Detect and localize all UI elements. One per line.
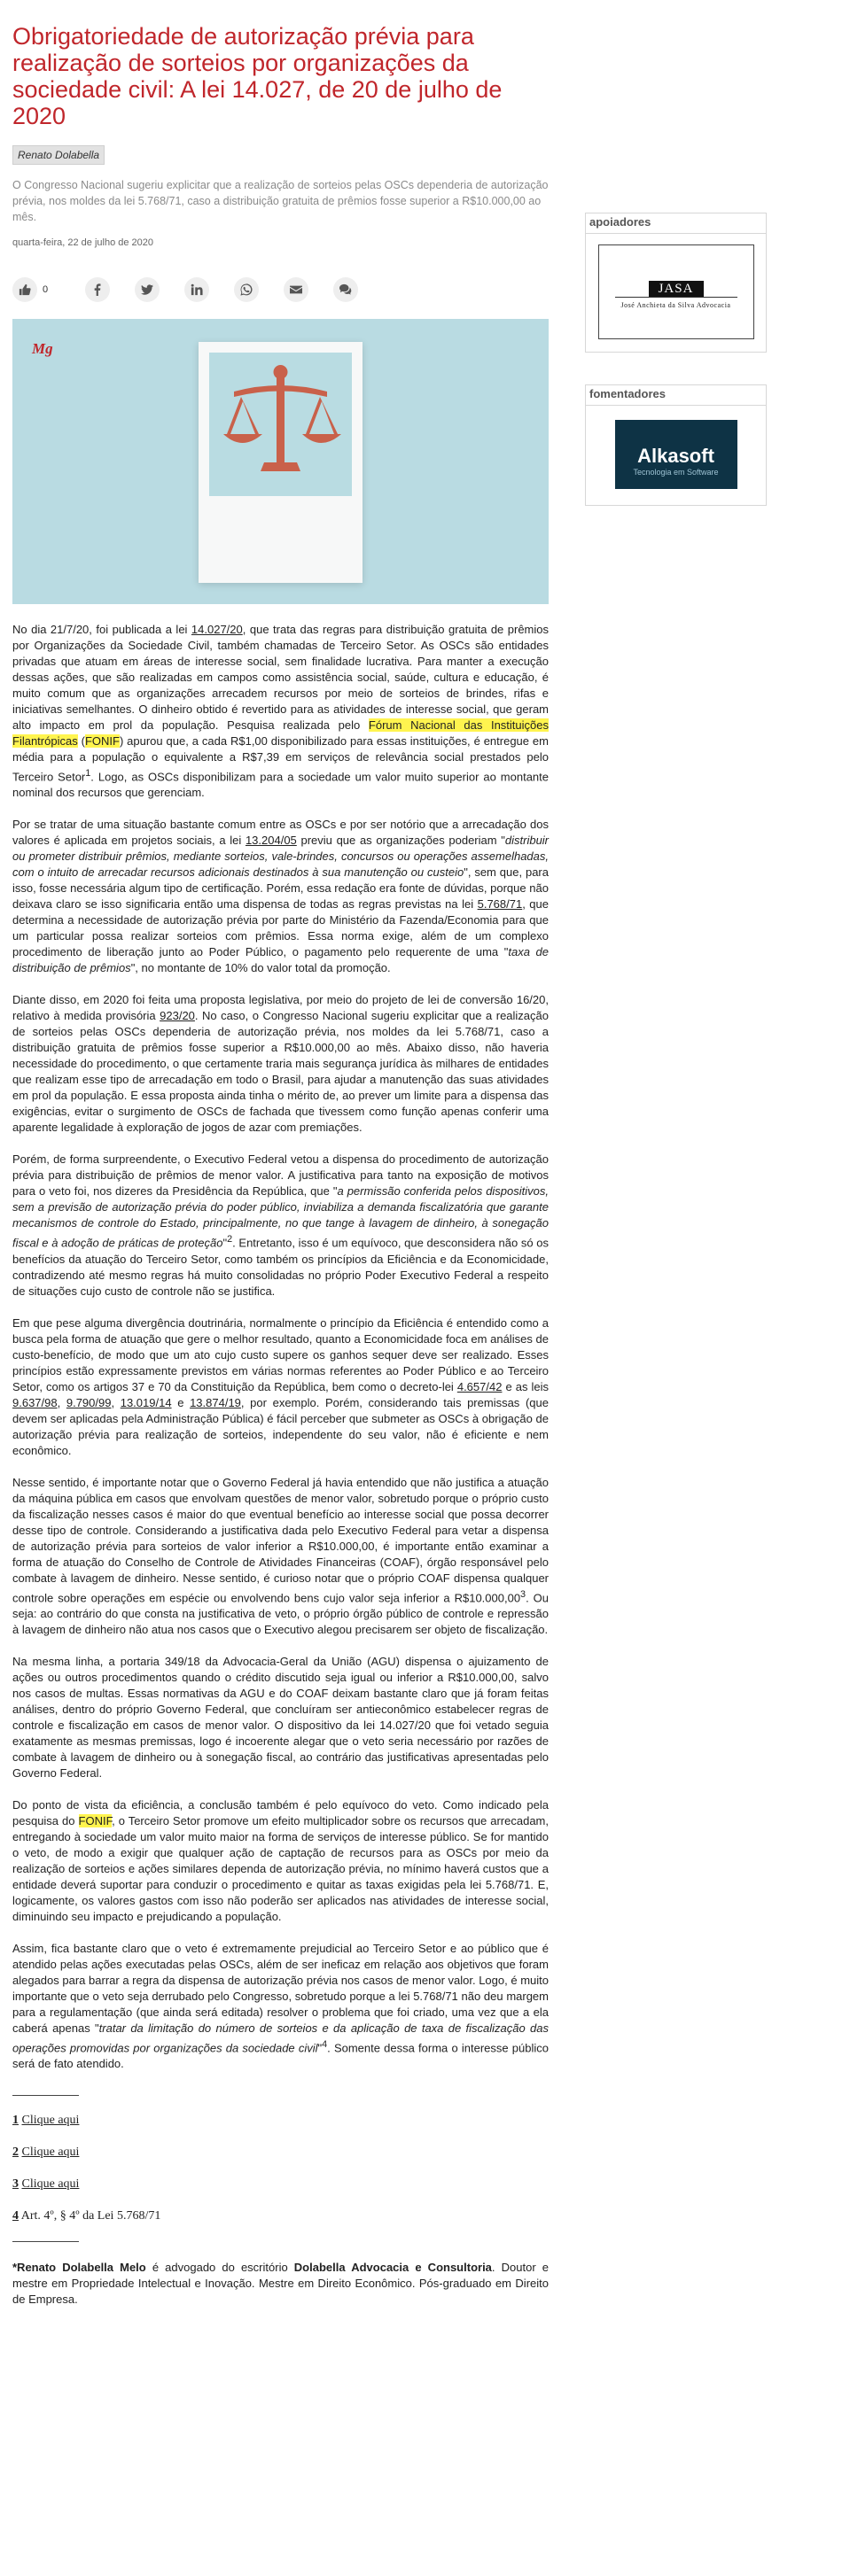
- supporters-title: apoiadores: [586, 213, 766, 234]
- like-button[interactable]: [12, 277, 48, 302]
- footnote-ref[interactable]: 2: [227, 1234, 233, 1245]
- sponsors-title: fomentadores: [586, 385, 766, 406]
- polaroid-card: [199, 342, 363, 583]
- footnote-item: 1 Clique aqui: [12, 2114, 80, 2128]
- highlighted-term: FONIF: [84, 734, 120, 748]
- footnotes-divider: [12, 2095, 79, 2096]
- footnote-ref[interactable]: 3: [520, 1588, 526, 1600]
- paragraph-8: Do ponto de vista da eficiência, a conclusão também é pelo equívoco do veto. Como indicado pela pesquisa do FONIF, o Terceiro Setor promove um efeito multiplicador sobre os recursos que arrecadam, entregando à sociedade um valor muito maior na forma de serviços de interesse público. Se for mantido o veto, de modo a exigir que qualquer ação de captação de recursos para as OSCs por meio da realização de sorteios e ações similares dependa de autorização prévia, no mínimo haverá custos que a entidade deverá suportar para conduzir o procedimento e quitar as taxas exigidas pela lei 5.768/71. E, logicamente, os valores gastos com isso não poderão ser aplicados nas atividades de interesse social, diminuindo seu impacto e prejudicando a população.: [12, 1797, 549, 1923]
- paragraph-1: No dia 21/7/20, foi publicada a lei 14.027/20, que trata das regras para distribuição gratuita de prêmios por Organizações da Sociedade Civil, também chamadas de Terceiro Setor. As OSCs são entidades privadas que atuam em áreas de interesse social, sem finalidade lucrativa. Para manter a execução dessas ações, que são realizadas em campos como assistência social, saúde, cultura e educação, é muito comum que as organizações arrecadem recursos por meio de sorteios de brindes, rifas e iniciativas semelhantes. O dinheiro obtido é revertido para as atividades de interesse social, que geram alto impacto em prol da população. Pesquisa realizada pelo Fórum Nacional das Instituições Filantrópicas (FONIF) apurou que, a cada R$1,00 disponibilizado para essas instituições, é entregue em média para a população o equivalente a R$7,39 em serviços de relevância social prestados pelo Terceiro Setor$^1$. Logo, as OSCs disponibilizam para a sociedade um valor muito superior ao montante nominal dos recursos que gerenciam.: [12, 623, 550, 800]
- footnote-item: 4 Art. 4º, § 4º da Lei 5.768/71: [12, 2209, 161, 2223]
- paragraph-3: Diante disso, em 2020 foi feita uma proposta legislativa, por meio do projeto de lei de conversão 16/20, relativo à medida provisória 923/20. No caso, o Congresso Nacional sugeriu explicitar que a realização de sorteios pelas OSCs dependeria de autorização prévia, nos moldes da lei 5.768/71, caso a distribuição gratuita de prêmios fosse superior a R$10.000,00 ao mês. Abaixo disso, não haveria necessidade do procedimento, o que certamente traria mais segurança jurídica às milhares de entidades que realizam esse tipo de arrecadação em todo o Brasil, para ajudar a manutenção das suas atividades em prol da população. E essa proposta ainda tinha o mérito de, ao prever um limite para a dispensa das exigências, evitar o surgimento de OSCs de fachada que tivessem como função apenas conferir uma aparente legalidade à exploração de jogos de azar com premiações.: [12, 993, 549, 1135]
- paragraph-2: Por se tratar de uma situação bastante comum entre as OSCs e por ser notório que a arrecadação dos valores é aplicada em projetos sociais, a lei 13.204/05 previu que as organizações poderiam "distribuir ou prometer distribuir prêmios, mediante sorteios, vale-brindes, concursos ou operações assemelhadas, com o intuito de arrecadar recursos adicionais destinados à sua manutenção ou custeio", sem que, para isso, fosse necessária algum tipo de certificação. Porém, essa redação era fonte de dúvidas, porque não deixava claro se isso significaria então uma dispensa de todas as regras previstas na lei 5.768/71, que determina a necessidade de autorização prévia por parte do Ministério da Fazenda/Economia para que um particular possa realizar sorteios com prêmios. Essa norma exige, além de um complexo procedimento de liberação junto ao Poder Público, o pagamento pelo requerente de uma "taxa de distribuição de prêmios", no montante de 10% do valor total da promoção.: [12, 818, 550, 975]
- law-link[interactable]: 13.204/05: [245, 834, 297, 848]
- main-column: [12, 0, 549, 2308]
- footnote-link[interactable]: Clique aqui: [21, 2145, 80, 2160]
- law-link[interactable]: 5.768/71: [477, 897, 523, 912]
- footnote-link[interactable]: Clique aqui: [21, 2114, 80, 2128]
- law-link[interactable]: 4.657/42: [456, 1379, 503, 1393]
- email-icon[interactable]: [284, 277, 308, 302]
- footnote-ref[interactable]: 1: [85, 768, 91, 779]
- paragraph-5: Em que pese alguma divergência doutrinária, normalmente o princípio da Eficiência é entendido como a busca pela forma de atuação que gere o melhor resultado, quanto a Economicidade foca em análises de custo-benefício, de modo que um ato cujo custo supere os ganhos sequer deve ser realizado. Esses princípios estão expressamente previstos em várias normas referentes ao Poder Público e ao Terceiro Setor, como os artigos 37 e 70 da Constituição da República, bem como o decreto-lei 4.657/42 e as leis 9.637/98, 9.790/99, 13.019/14 e 13.874/19, por exemplo. Porém, considerando tais premissas (que devem ser aplicadas pela Administração Pública) é fácil perceber que submeter as OSCs à obrigação de autorização prévia para realização de sorteios, independente do seu valor, não é eficiente e nem econômico.: [12, 1315, 549, 1457]
- footnote-item: 2 Clique aqui: [12, 2145, 80, 2160]
- bio-divider: [12, 2241, 79, 2242]
- footnote-link[interactable]: Clique aqui: [21, 2177, 80, 2192]
- law-link[interactable]: 9.790/99: [66, 1395, 112, 1409]
- footnotes: [12, 2114, 549, 2223]
- author-tag[interactable]: Renato Dolabella: [12, 145, 105, 165]
- article-body: [12, 622, 549, 2072]
- sponsors-box: [585, 384, 767, 506]
- law-link[interactable]: 13.874/19: [190, 1395, 241, 1409]
- alkasoft-logo[interactable]: Alkasoft Tecnologia em Software: [615, 420, 737, 489]
- paragraph-9: Assim, fica bastante claro que o veto é extremamente prejudicial ao Terceiro Setor e ao público que é atendido pelas ações executadas pelas OSCs, além de ser ineficaz em relação aos objetivos que foram alegados para barrar a regra da dispensa de autorização prévia nos casos de menor valor. Logo, é muito importante que o veto seja derrubado pelo Congresso, sobretudo porque a lei 5.768/71 não deu margem para a regulamentação (que ainda será editada) resolver o problema que foi criado, uma vez que a ela caberá apenas "tratar da limitação do número de sorteios e da aplicação de taxa de fiscalização das operações promovidas por organizações da sociedade civil"$^4$. Somente dessa forma o interesse público será de fato atendido.: [12, 1941, 549, 2071]
- share-bar: [12, 275, 549, 305]
- highlighted-term: FONIF: [78, 1813, 113, 1827]
- article-title: Obrigatoriedade de autorização prévia para realização de sorteios por organizações da sociedade civil: A lei 14.027, de 20 de julho de 2020: [12, 23, 503, 129]
- polaroid-photo: [209, 353, 352, 496]
- highlighted-term: Fórum Nacional das Instituições Filantrópicas: [12, 718, 549, 748]
- jasa-logo[interactable]: JASA José Anchieta da Silva Advocacia: [598, 244, 754, 339]
- twitter-icon[interactable]: [135, 277, 160, 302]
- paragraph-6: Nesse sentido, é importante notar que o Governo Federal já havia entendido que não justifica a atuação da máquina pública em casos que envolvam questões de menor valor, sobretudo porque o próprio custo da fiscalização nesses casos é maior do que eventual benefício ao interesse social que possa decorrer desse tipo de controle. Considerando a justificativa dada pelo Executivo Federal para vetar a dispensa de autorização prévia para sorteios de valor inferior a R$10.000,00, é importante então examinar a forma de atuação do Conselho de Controle de Atividades Financeiras (COAF), órgão responsável pelo combate à lavagem de dinheiro. Nesse sentido, é curioso notar que o próprio COAF dispensa qualquer controle sobre operações em espécie ou envolvendo bens cujo valor seja inferior a R$10.000,00$^3$. Ou seja: ao contrário do que consta na justificativa de veto, o próprio órgão público de controle e repressão à lavagem de dinheiro não atua nos casos que o Executivo alegou precisarem ser objeto de fiscalização.: [12, 1475, 549, 1636]
- scales-of-justice-icon: [209, 353, 352, 496]
- paragraph-7: Na mesma linha, a portaria 349/18 da Advocacia-Geral da União (AGU) dispensa o ajuizamento de ações ou outros procedimentos quando o crédito discutido seja igual ou inferior a R$10.000,00, salvo nos casos de multas. Essas normativas da AGU e do COAF deixam bastante claro que já foram feitas análises, dentro do próprio Governo Federal, que concluíram ser antieconômico estabelecer regras de controle e fiscalização em casos de menor valor. O dispositivo da lei 14.027/20 que foi vetado seguia exatamente as mesmas premissas, logo é incoerente alegar que o veto seria necessário por razões de combate à lavagem de dinheiro ou à sonegação fiscal, ao contrário das justificativas apresentadas pelo Governo Federal.: [12, 1654, 549, 1780]
- paragraph-4: Porém, de forma surpreendente, o Executivo Federal vetou a dispensa do procedimento de autorização prévia para distribuição de prêmios de menor valor. A justificativa para tanto na exposição de motivos para o veto foi, nos dizeres da Presidência da República, que "a permissão conferida pelos dispositivos, sem a previsão de autorização prévia do poder público, inviabiliza a demanda fiscalizatória que garante mecanismos de controle do Estado, principalmente, no que tange à lavagem de dinheiro, à sonegação fiscal e à adoção de práticas de proteção"$^2$. Entretanto, isso é um equívoco, que desconsidera não só os benefícios da atuação do Terceiro Setor, como também os princípios da Eficiência e da Economicidade, contradizendo até mesmo regras há muito consolidadas no próprio Poder Executivo Federal a respeito de situações cujo custo de controle não se justifica.: [12, 1152, 549, 1298]
- law-link[interactable]: 9.637/98: [12, 1395, 58, 1409]
- article-lead: O Congresso Nacional sugeriu explicitar que a realização de sorteios pelas OSCs dependeria de autorização prévia, nos moldes da lei 5.768/71, caso a distribuição gratuita de prêmios fosse superior a R$10.000,00 ao mês.: [12, 179, 549, 223]
- hero-image: [12, 319, 549, 604]
- author-bio: *Renato Dolabella Melo é advogado do escritório Dolabella Advocacia e Consultoria. Doutor e mestre em Propriedade Intelectual e Inovação. Mestre em Direito Econômico. Pós-graduado em Direito de Empresa.: [12, 2261, 549, 2307]
- law-link[interactable]: 14.027/20: [191, 623, 243, 636]
- supporters-box: [585, 213, 767, 353]
- thumbs-up-icon[interactable]: [12, 277, 37, 302]
- sidebar-supporters: [585, 213, 767, 353]
- footnote-item: 3 Clique aqui: [12, 2177, 80, 2192]
- law-link[interactable]: 13.019/14: [120, 1395, 172, 1409]
- footnote-ref[interactable]: 4: [322, 2038, 328, 2050]
- facebook-icon[interactable]: [85, 277, 110, 302]
- article-date: quarta-feira, 22 de julho de 2020: [12, 237, 154, 248]
- comments-icon[interactable]: [333, 277, 358, 302]
- migalhas-logo: Mg: [32, 340, 53, 357]
- law-link[interactable]: 923/20: [160, 1009, 195, 1023]
- sidebar-sponsors: [585, 384, 767, 506]
- whatsapp-icon[interactable]: [234, 277, 259, 302]
- like-count: 0: [43, 284, 49, 295]
- linkedin-icon[interactable]: [184, 277, 209, 302]
